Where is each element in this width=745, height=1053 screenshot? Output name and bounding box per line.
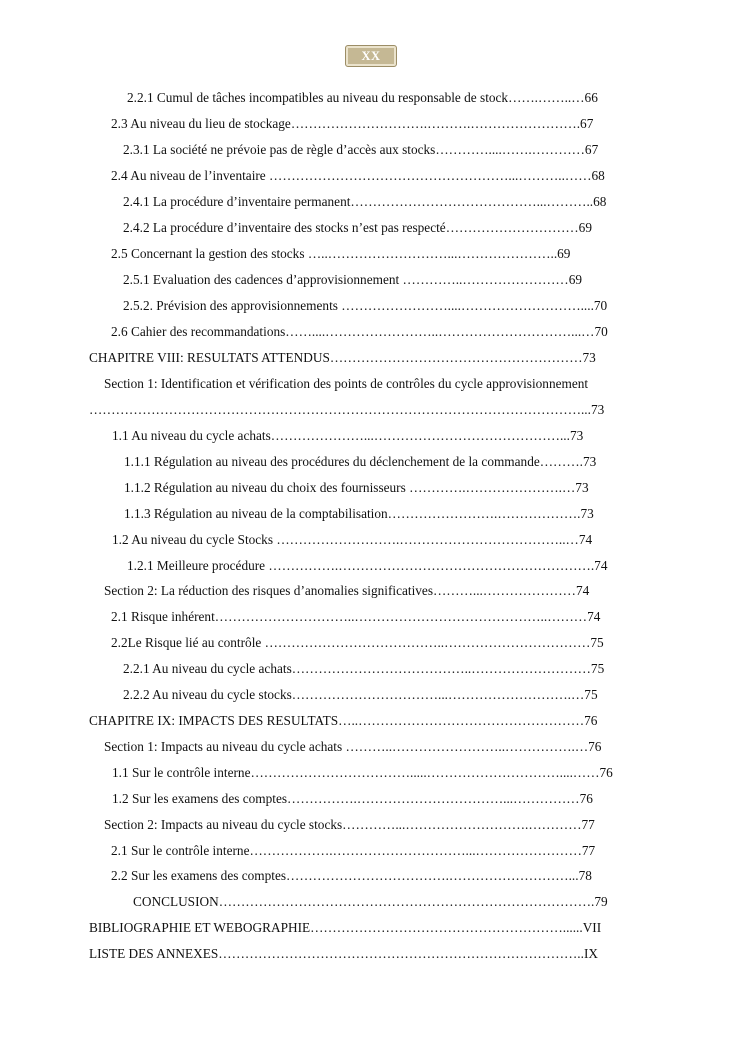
toc-entry-section-2: Section 2: La réduction des risques d’anomalies significatives………...…………………74: [104, 583, 590, 598]
toc-entry-section-1-leader: …………………………………………………………………………………………………...73: [89, 402, 605, 417]
toc-entry-1-1-1: 1.1.1 Régulation au niveau des procédures du déclenchement de la commande……….73: [124, 454, 597, 469]
toc-entry-1-2-1: 1.2.1 Meilleure procédure …………….………………………………………………….74: [127, 558, 608, 573]
toc-entry-2-3: 2.3 Au niveau du lieu de stockage………………………….……….…………………….67: [111, 116, 594, 131]
toc-entry-2-2: 2.2Le Risque lié au contrôle …………………………………..……………………………75: [111, 635, 604, 650]
toc-entry-1-1-2: 1.1.2 Régulation au niveau du choix des fournisseurs ………….………………….…73: [124, 480, 589, 495]
toc-entry-2-5-2: 2.5.2. Prévision des approvisionnements ……………………....………………………....70: [123, 298, 608, 313]
toc-entry-2-2-1b: 2.2.1 Au niveau du cycle achats…………………………………..………………………75: [123, 661, 605, 676]
toc-entry-1-2: 1.2 Au niveau du cycle Stocks ……………………….………………………………..…74: [112, 532, 593, 547]
toc-entry-2-1: 2.1 Risque inhérent…………………………..……………………………………..………74: [111, 609, 601, 624]
toc-entry-ch9-1-2: 1.2 Sur les examens des comptes…………….……………………………...……………76: [112, 791, 593, 806]
toc-entry-2-5-1: 2.5.1 Evaluation des cadences d’approvisionnement …………..……………………69: [123, 272, 583, 287]
toc-entry-2-4-1: 2.4.1 La procédure d’inventaire permanent……………………………………...………..68: [123, 194, 607, 209]
toc-entry-chapter-8: CHAPITRE VIII: RESULTATS ATTENDUS…………………………………………………73: [89, 350, 596, 365]
toc-entry-2-2-2: 2.2.2 Au niveau du cycle stocks……………………………...……………………….…75: [123, 687, 598, 702]
toc-entry-2-4-2: 2.4.2 La procédure d’inventaire des stocks n’est pas respecté…………………………69: [123, 220, 592, 235]
toc-entry-2-2-1: 2.2.1 Cumul de tâches incompatibles au niveau du responsable de stock…….……..…66: [127, 90, 598, 105]
toc-entry-1-1-3: 1.1.3 Régulation au niveau de la comptabilisation…………………….……………….73: [124, 506, 594, 521]
toc-entry-ch9-section-1: Section 1: Impacts au niveau du cycle achats ………..……………………..…………….…76: [104, 739, 602, 754]
toc-entry-bibliography: BIBLIOGRAPHIE ET WEBOGRAPHIE…………………………………………………......VII: [89, 920, 602, 935]
toc-entry-ch9-1-1: 1.1 Sur le contrôle interne……………………………….....…………………………....……76: [112, 765, 613, 780]
toc-entry-ch9-2-2: 2.2 Sur les examens des comptes……………………………….………………………...78: [111, 868, 592, 883]
page-number-badge: XX: [345, 45, 397, 67]
toc-entry-1-1: 1.1 Au niveau du cycle achats…………………...……………………………………...73: [112, 428, 584, 443]
toc-entry-2-3-1: 2.3.1 La société ne prévoie pas de règle d’accès aux stocks…………....…….…………67: [123, 142, 599, 157]
toc-entry-ch9-2-1: 2.1 Sur le contrôle interne……………….…………………………...……………………77: [111, 843, 596, 858]
toc-entry-ch9-section-2: Section 2: Impacts au niveau du cycle stocks…………...……………………….…………77: [104, 817, 595, 832]
toc-entry-chapter-9: CHAPITRE IX: IMPACTS DES RESULTATS…..……………………………………………76: [89, 713, 598, 728]
toc-entry-2-5: 2.5 Concernant la gestion des stocks …..………………………...…………………..69: [111, 246, 571, 261]
toc-entry-annexes: LISTE DES ANNEXES………………………………………………………………………..IX: [89, 946, 598, 961]
toc-entry-2-6: 2.6 Cahier des recommandations……....……………………..…………………………...…70: [111, 324, 608, 339]
toc-entry-conclusion: CONCLUSION………………………………………………………………………….79: [133, 894, 608, 909]
toc-entry-2-4: 2.4 Au niveau de l’inventaire ………………………………………………...………..……68: [111, 168, 605, 183]
toc-entry-section-1-title: Section 1: Identification et vérification des points de contrôles du cycle approvisionnement: [104, 376, 589, 391]
